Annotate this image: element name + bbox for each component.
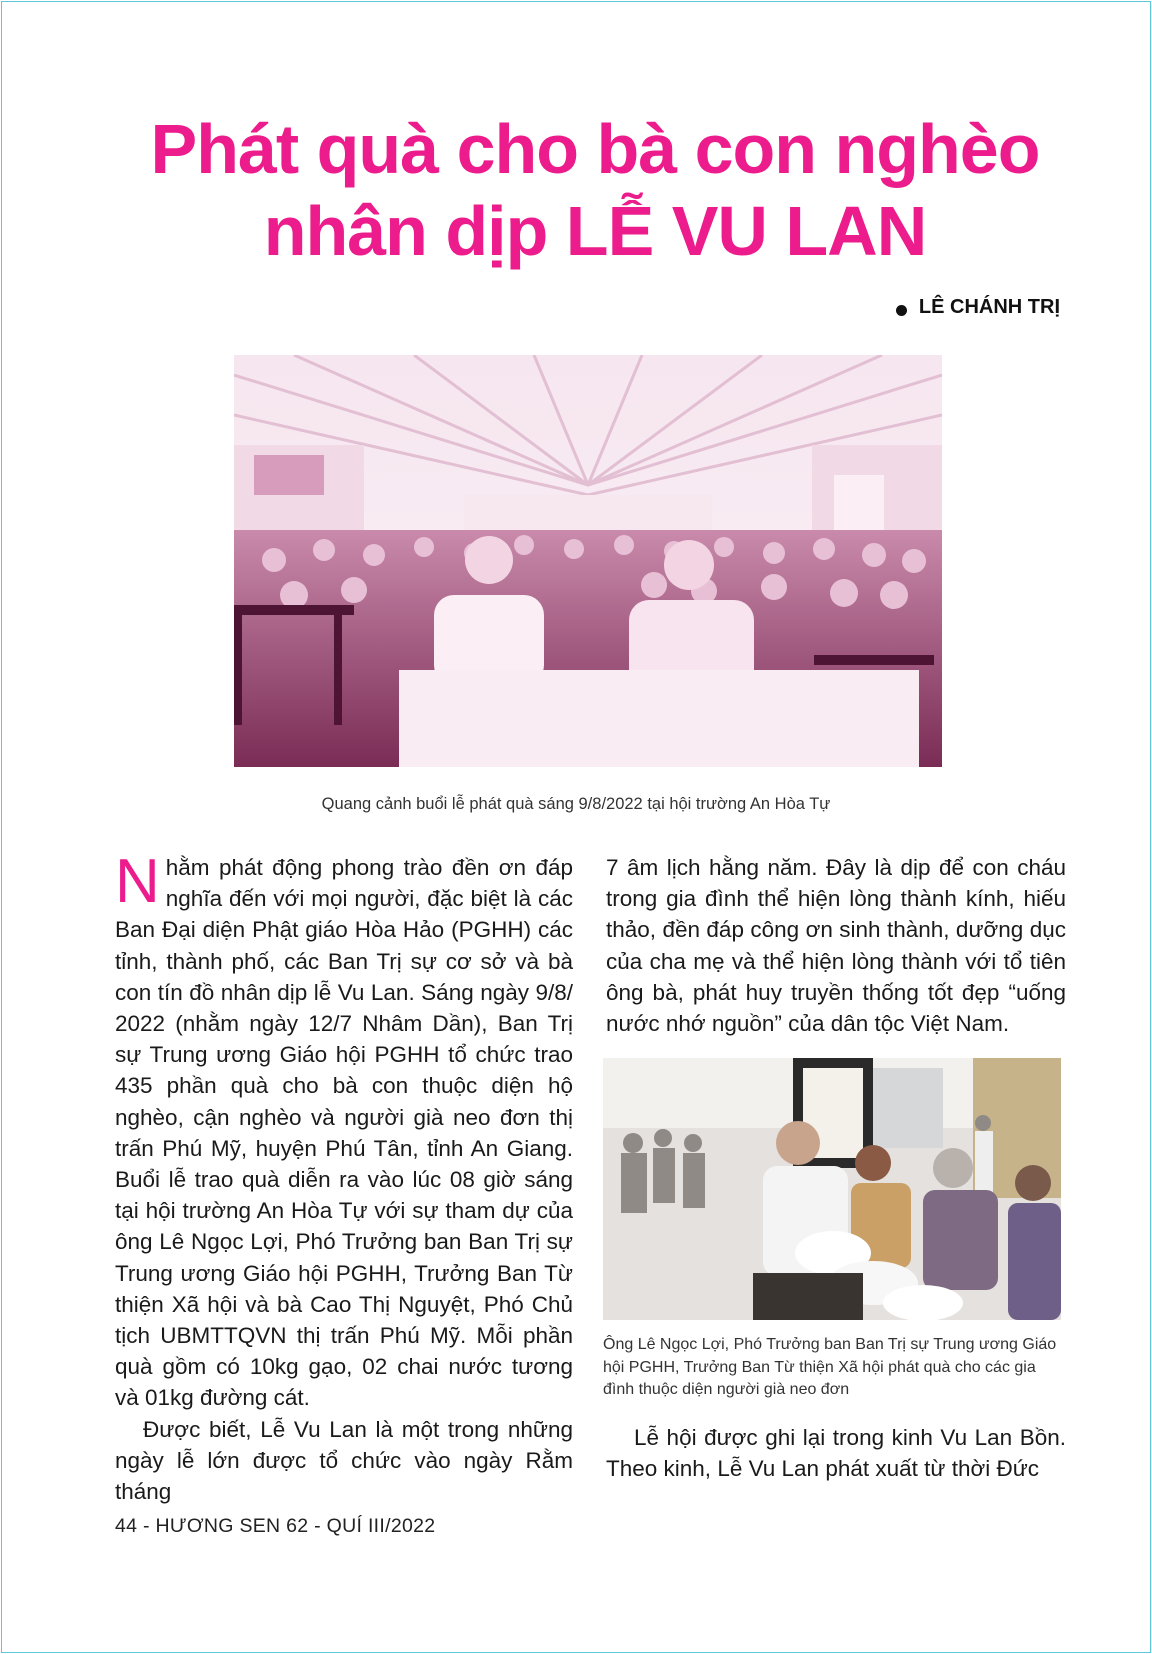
- body-column-left: [115, 847, 573, 1507]
- paragraph-2: Được biết, Lễ Vu Lan là một trong những ngày lễ lớn được tổ chức vào ngày Rằm tháng: [115, 1416, 573, 1505]
- body-column-right-top: [606, 852, 1066, 1039]
- bullet-icon: [896, 305, 907, 316]
- article-title: [100, 108, 1090, 272]
- paragraph-4: Lễ hội được ghi lại trong kinh Vu Lan Bồn. Theo kinh, Lễ Vu Lan phát xuất từ thời Đức: [606, 1425, 1066, 1482]
- title-line-1: Phát quà cho bà con nghèo: [150, 110, 1040, 188]
- author-name: LÊ CHÁNH TRỊ: [918, 296, 1060, 318]
- hall-photo: [234, 355, 942, 767]
- title-line-2: nhân dịp LỄ VU LAN: [263, 192, 927, 270]
- author-byline: [896, 296, 1060, 319]
- paragraph-1-text: hằm phát động phong trào đền ơn đáp nghĩa đến với mọi người, đặc biệt là các Ban Đại diện Phật giáo Hòa Hảo (PGHH) các tỉnh, thành phố, các Ban Trị sự cơ sở và bà con tín đồ nhân dịp lễ Vu Lan. Sáng ngày 9/8/ 2022 (nhằm ngày 12/7 Nhâm Dần), Ban Trị sự Trung ương Giáo hội PGHH tổ chức trao 435 phần quà cho bà con thuộc diện hộ nghèo, cận nghèo và người già neo đơn thị trấn Phú Mỹ, huyện Phú Tân, tỉnh An Giang. Buổi lễ trao quà diễn ra vào lúc 08 giờ sáng tại hội trường An Hòa Tự với sự tham dự của ông Lê Ngọc Lợi, Phó Trưởng ban Ban Trị sự Trung ương Giáo hội PGHH, Trưởng Ban Từ thiện Xã hội và bà Cao Thị Nguyệt, Phó Chủ tịch UBMTTQVN thị trấn Phú Mỹ. Mỗi phần quà gồm có 10kg gạo, 02 chai nước tương và 01kg đường cát.: [115, 855, 573, 1411]
- figure2-caption: Ông Lê Ngọc Lợi, Phó Trưởng ban Ban Trị sự Trung ương Giáo hội PGHH, Trưởng Ban Từ thiện Xã hội phát quà cho các gia đình thuộc diện người già neo đơn: [603, 1336, 1057, 1398]
- body-column-right-bottom: [606, 1422, 1066, 1484]
- paragraph-1: [115, 847, 573, 1414]
- gift-distribution-photo: [603, 1058, 1061, 1320]
- page-footer: 44 - HƯƠNG SEN 62 - QUÍ III/2022: [115, 1515, 436, 1537]
- dropcap: N: [115, 847, 160, 916]
- figure1-caption: Quang cảnh buổi lễ phát quà sáng 9/8/2022 tại hội trường An Hòa Tự: [321, 795, 831, 813]
- paragraph-3: 7 âm lịch hằng năm. Đây là dịp để con cháu trong gia đình thể hiện lòng thành kính, hiếu thảo, đền đáp công ơn sinh thành, dưỡng dục của cha mẹ và thể hiện lòng thành với tổ tiên ông bà, phát huy truyền thống tốt đẹp “uống nước nhớ nguồn” của dân tộc Việt Nam.: [606, 855, 1066, 1037]
